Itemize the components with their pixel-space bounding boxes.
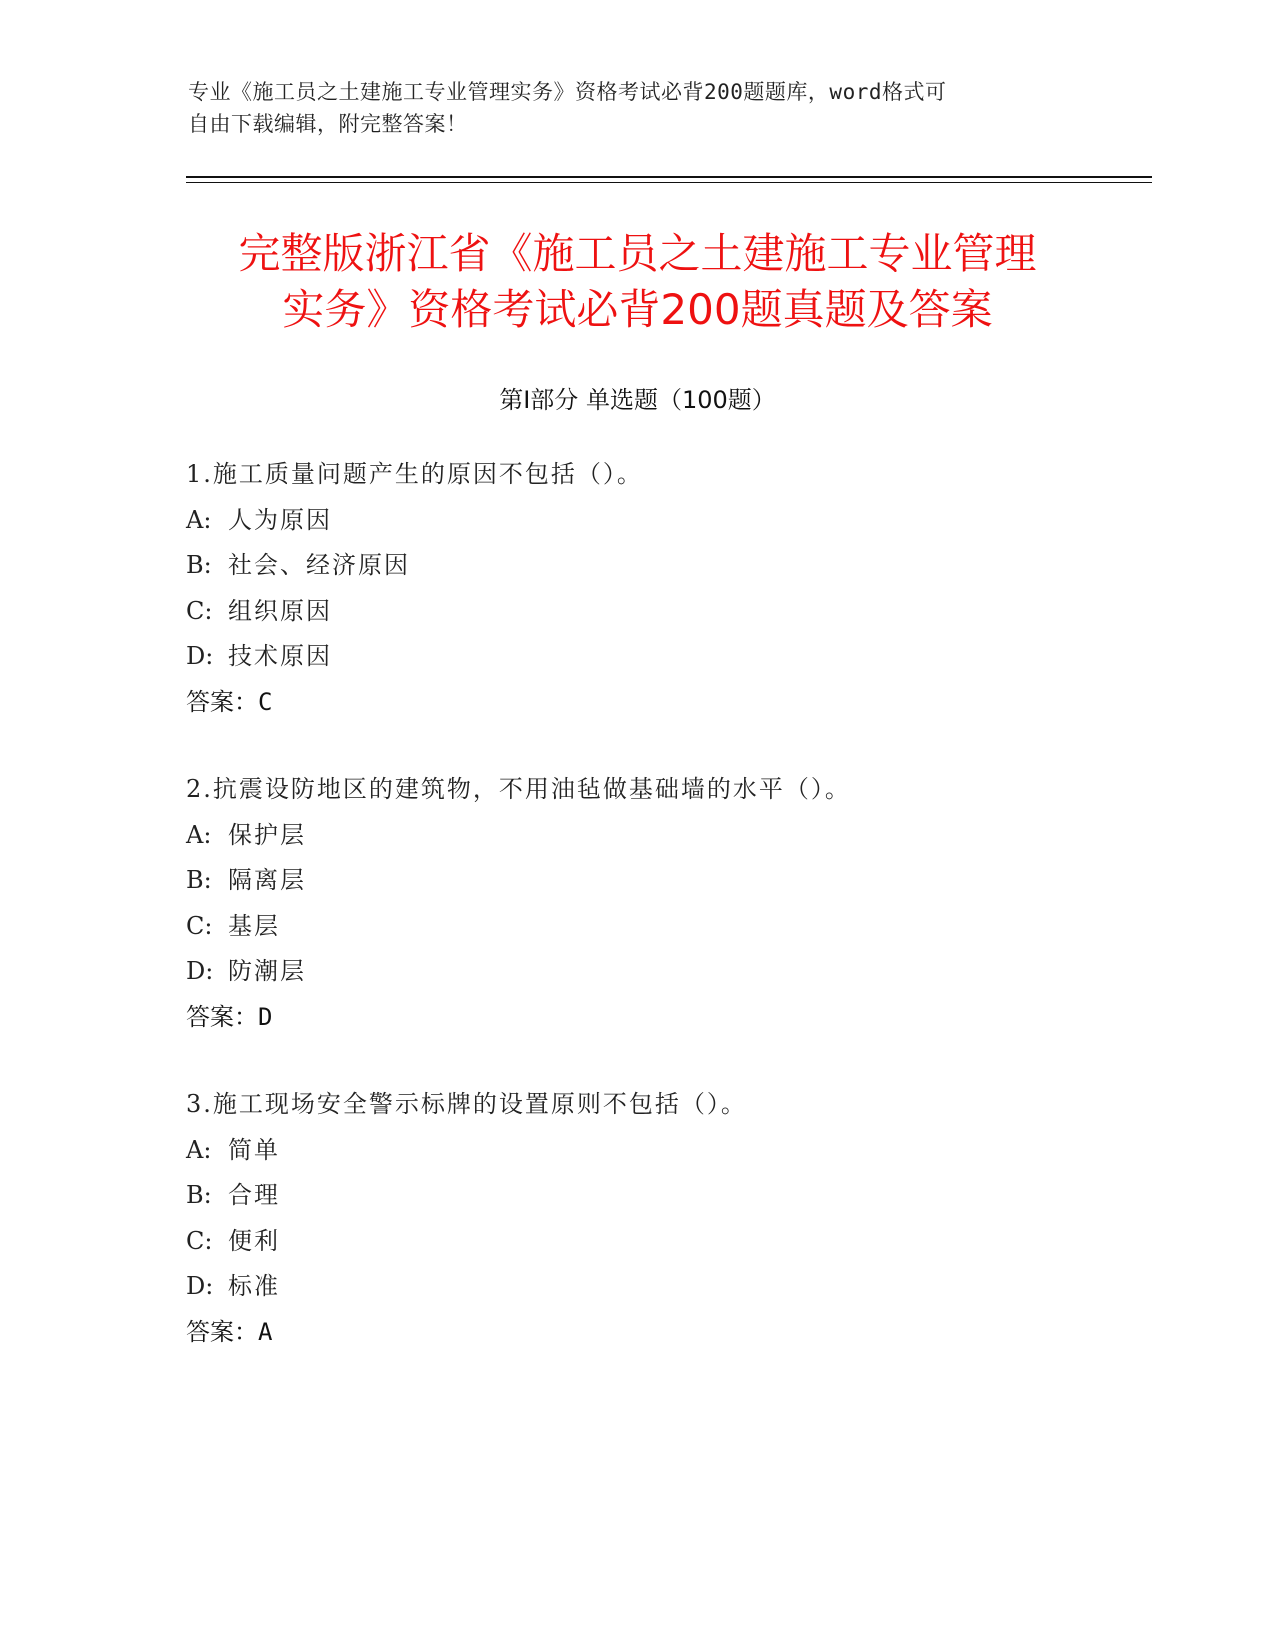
option-d (186, 1264, 1146, 1310)
header-divider-thin (186, 182, 1152, 183)
option-c (186, 589, 1146, 635)
option-text: 标准 (228, 1272, 280, 1300)
option-letter: C: (186, 911, 213, 940)
question-stem: 3.施工现场安全警示标牌的设置原则不包括（）。 (186, 1090, 747, 1118)
option-letter: A: (186, 820, 212, 849)
option-letter: C: (186, 596, 213, 625)
answer-value: A (258, 1317, 273, 1346)
option-letter: B: (186, 866, 212, 894)
answer-value: D (258, 1002, 273, 1031)
option-letter: D: (186, 642, 214, 670)
answer-label: 答案： (186, 687, 258, 716)
question-stem: 2.抗震设防地区的建筑物，不用油毡做基础墙的水平（）。 (186, 775, 851, 803)
option-d (186, 634, 1146, 680)
option-a (186, 813, 1146, 859)
option-text: 合理 (228, 1181, 280, 1209)
option-text: 简单 (228, 1135, 280, 1164)
option-text: 便利 (228, 1226, 280, 1255)
header-note-line-2: 自由下载编辑，附完整答案！ (188, 112, 468, 136)
option-letter: A: (186, 1135, 212, 1164)
header-note-line-1: 专业《施工员之土建施工专业管理实务》资格考试必背200题题库，word格式可 (188, 80, 947, 104)
option-text: 基层 (228, 911, 280, 940)
option-text: 保护层 (228, 820, 306, 849)
answer-label: 答案： (186, 1317, 258, 1346)
option-a (186, 498, 1146, 544)
option-letter: B: (186, 1181, 212, 1209)
option-text: 人为原因 (228, 505, 332, 534)
option-b (186, 858, 1146, 904)
question-3 (186, 1082, 1146, 1355)
option-text: 防潮层 (228, 957, 306, 985)
document-title-line-2: 实务》资格考试必背200题真题及答案 (282, 285, 993, 334)
answer (186, 995, 1146, 1041)
question-2 (186, 767, 1146, 1040)
document-title-line-1: 完整版浙江省《施工员之土建施工专业管理 (238, 229, 1037, 278)
option-letter: B: (186, 551, 212, 579)
answer-label: 答案： (186, 1002, 258, 1031)
option-c (186, 1219, 1146, 1265)
option-a (186, 1128, 1146, 1174)
option-letter: C: (186, 1226, 213, 1255)
option-letter: A: (186, 505, 212, 534)
question-1 (186, 452, 1146, 725)
option-letter: D: (186, 1272, 214, 1300)
header-divider-thick (186, 176, 1152, 178)
answer-value: C (258, 687, 273, 716)
option-letter: D: (186, 957, 214, 985)
option-text: 组织原因 (228, 596, 332, 625)
option-text: 隔离层 (228, 866, 306, 894)
option-c (186, 904, 1146, 950)
answer (186, 680, 1146, 726)
option-b (186, 1173, 1146, 1219)
option-b (186, 543, 1146, 589)
answer (186, 1310, 1146, 1356)
section-heading: 第Ⅰ部分 单选题（100题） (499, 386, 776, 414)
option-text: 社会、经济原因 (228, 551, 410, 579)
question-stem: 1.施工质量问题产生的原因不包括（）。 (186, 460, 643, 488)
header-note (188, 76, 1068, 140)
option-d (186, 949, 1146, 995)
document-title (160, 226, 1115, 338)
option-text: 技术原因 (228, 642, 332, 670)
